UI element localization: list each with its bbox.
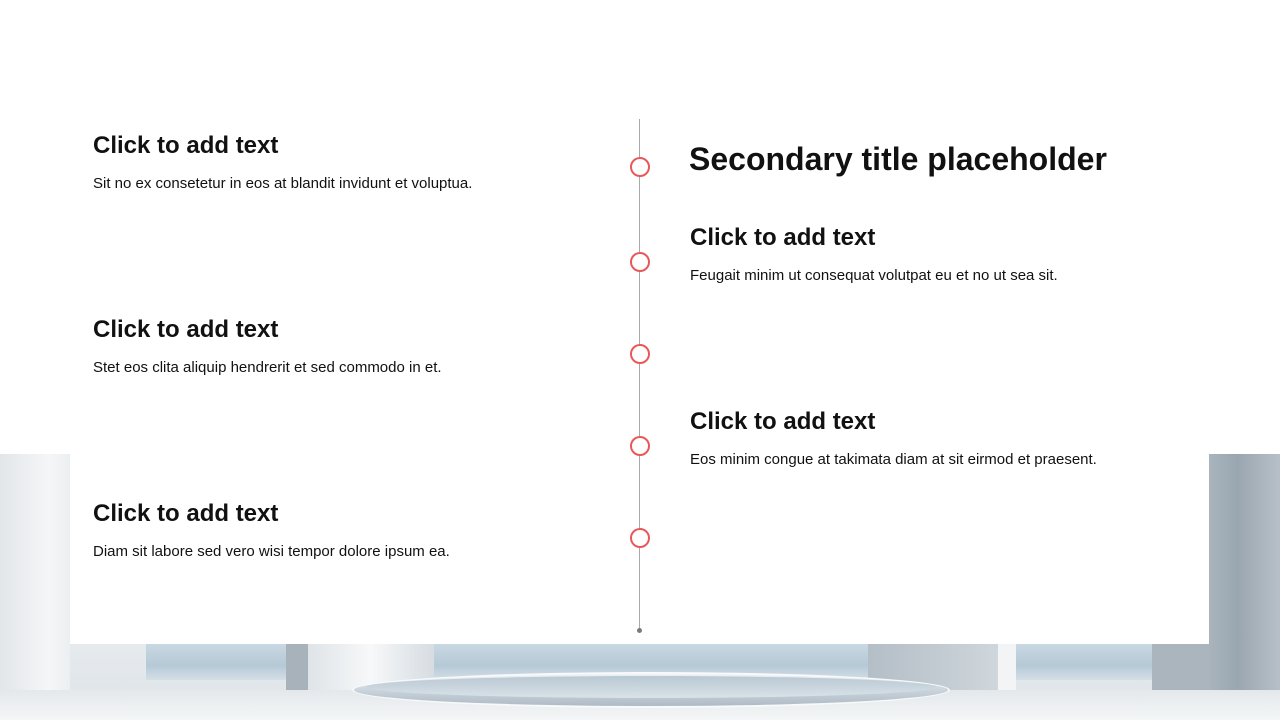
item-heading[interactable]: Click to add text: [93, 500, 279, 527]
scene-platform-surface: [366, 676, 936, 698]
item-text[interactable]: Feugait minim ut consequat volutpat eu et no ut sea sit.: [690, 267, 1058, 284]
left-item-2[interactable]: [93, 316, 593, 378]
timeline-node: [630, 528, 650, 548]
item-text[interactable]: Eos minim congue at takimata diam at sit eirmod et praesent.: [690, 451, 1097, 468]
right-item-2[interactable]: [690, 408, 1190, 470]
item-heading[interactable]: Click to add text: [93, 132, 279, 159]
timeline-node: [630, 344, 650, 364]
left-item-1[interactable]: [93, 132, 593, 194]
timeline-line: [639, 119, 640, 631]
item-heading[interactable]: Click to add text: [690, 224, 876, 251]
item-heading[interactable]: Click to add text: [93, 316, 279, 343]
timeline-node: [630, 157, 650, 177]
timeline-node: [630, 436, 650, 456]
secondary-title[interactable]: Secondary title placeholder: [689, 141, 1107, 177]
scene-right-pillar: [1209, 454, 1280, 720]
item-heading[interactable]: Click to add text: [690, 408, 876, 435]
scene-left-wall: [0, 454, 70, 720]
left-item-3[interactable]: [93, 500, 593, 562]
right-item-1[interactable]: [690, 224, 1190, 286]
timeline-end-dot: [637, 628, 642, 633]
timeline-node: [630, 252, 650, 272]
item-text[interactable]: Diam sit labore sed vero wisi tempor dolore ipsum ea.: [93, 543, 450, 560]
item-text[interactable]: Stet eos clita aliquip hendrerit et sed commodo in et.: [93, 359, 442, 376]
item-text[interactable]: Sit no ex consetetur in eos at blandit invidunt et voluptua.: [93, 175, 473, 192]
